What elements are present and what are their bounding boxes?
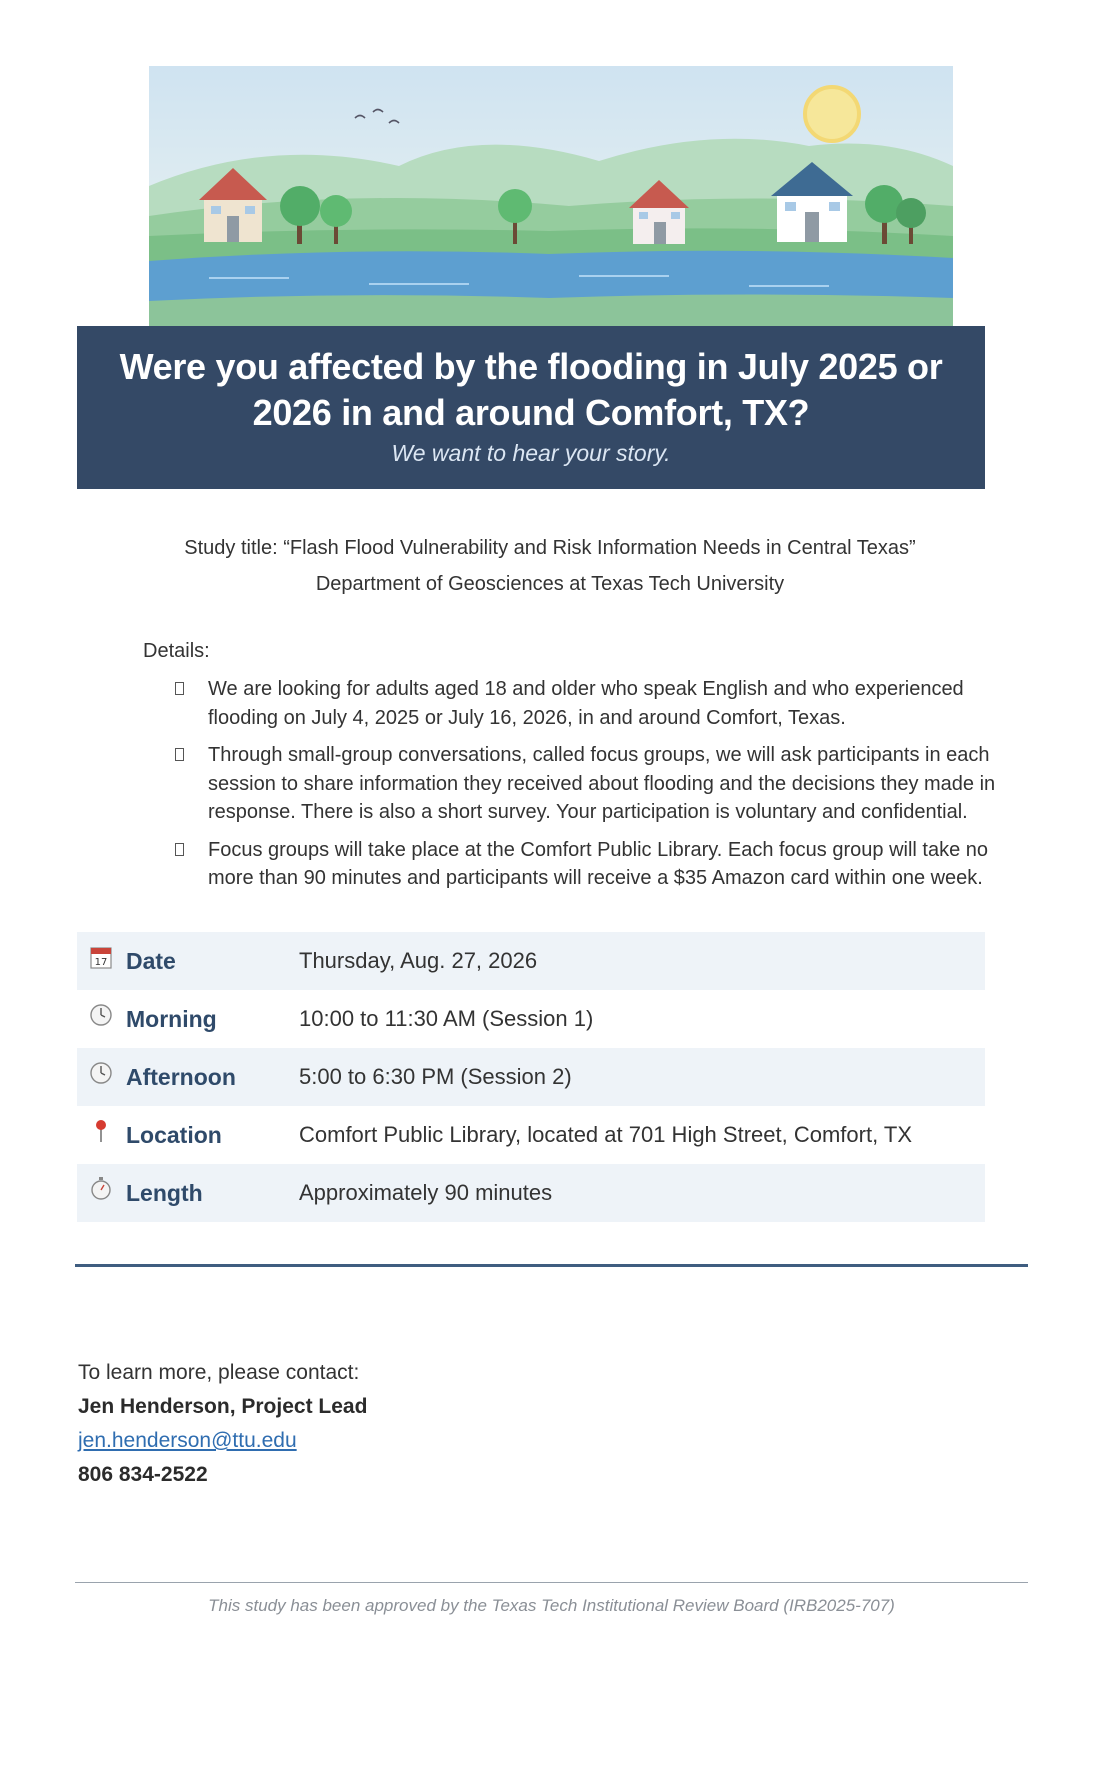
row-label-morning: Morning [126, 1005, 217, 1032]
clock-icon [89, 1002, 113, 1028]
table-row [77, 1164, 985, 1222]
study-info [77, 530, 1023, 602]
contact-block [78, 1356, 367, 1492]
list-item-text: Through small-group conversations, called focus groups, we will ask participants in each session to share information they received about flooding and the decisions they made in response. There is also a short survey. Your participation is voluntary and confidential. [208, 744, 996, 823]
headline: Were you affected by the flooding in July 2025 or 2026 in and around Comfort, TX? [119, 346, 943, 433]
list-item [170, 836, 1000, 893]
table-row [77, 1106, 985, 1164]
table-row [77, 990, 985, 1048]
row-label-afternoon: Afternoon [126, 1063, 236, 1090]
study-department: Department of Geosciences at Texas Tech University [315, 573, 785, 595]
contact-intro: To learn more, please contact: [78, 1361, 360, 1384]
contact-email-link[interactable]: jen.henderson@ttu.edu [78, 1429, 297, 1452]
row-value-date: Thursday, Aug. 27, 2026 [299, 948, 538, 973]
calendar-day: 17 [94, 957, 108, 968]
tagline: We want to hear your story. [391, 440, 671, 466]
headline-banner [77, 326, 985, 489]
section-divider [75, 1264, 1028, 1267]
row-value-location: Comfort Public Library, located at 701 High Street, Comfort, TX [299, 1122, 913, 1147]
clock-icon [89, 1060, 113, 1086]
location-pin-icon [89, 1118, 113, 1144]
footer-divider [75, 1582, 1028, 1583]
row-label-length: Length [126, 1179, 203, 1206]
flooded-river-town-illustration [149, 66, 953, 328]
table-row [77, 932, 985, 990]
hero-illustration [149, 66, 953, 328]
list-item [170, 675, 1000, 732]
table-row [77, 1048, 985, 1106]
session-info-table [77, 932, 985, 1222]
irb-approval-note: This study has been approved by the Texas Tech Institutional Review Board (IRB2025-707) [208, 1596, 895, 1615]
bullet-icon [175, 748, 184, 761]
row-value-morning: 10:00 to 11:30 AM (Session 1) [299, 1006, 594, 1031]
row-value-length: Approximately 90 minutes [299, 1180, 553, 1205]
stopwatch-icon [89, 1176, 113, 1202]
contact-name: Jen Henderson, Project Lead [78, 1395, 368, 1418]
bullet-icon [175, 843, 184, 856]
list-item [170, 741, 1000, 827]
details-list [170, 675, 1000, 902]
sun-icon [805, 87, 859, 141]
details-label: Details: [143, 640, 210, 662]
calendar-icon [89, 944, 113, 970]
study-title: Study title: “Flash Flood Vulnerability and Risk Information Needs in Central Texas” [184, 537, 916, 559]
bullet-icon [175, 682, 184, 695]
row-label-date: Date [126, 947, 176, 974]
row-label-location: Location [126, 1121, 222, 1148]
list-item-text: Focus groups will take place at the Comfort Public Library. Each focus group will take no more than 90 minutes and participants will receive a $35 Amazon card within one week. [208, 838, 988, 889]
contact-phone: 806 834-2522 [78, 1463, 208, 1486]
row-value-afternoon: 5:00 to 6:30 PM (Session 2) [299, 1064, 572, 1089]
list-item-text: We are looking for adults aged 18 and older who speak English and who experienced flooding on July 4, 2025 or July 16, 2026, in and around Comfort, Texas. [208, 678, 964, 729]
